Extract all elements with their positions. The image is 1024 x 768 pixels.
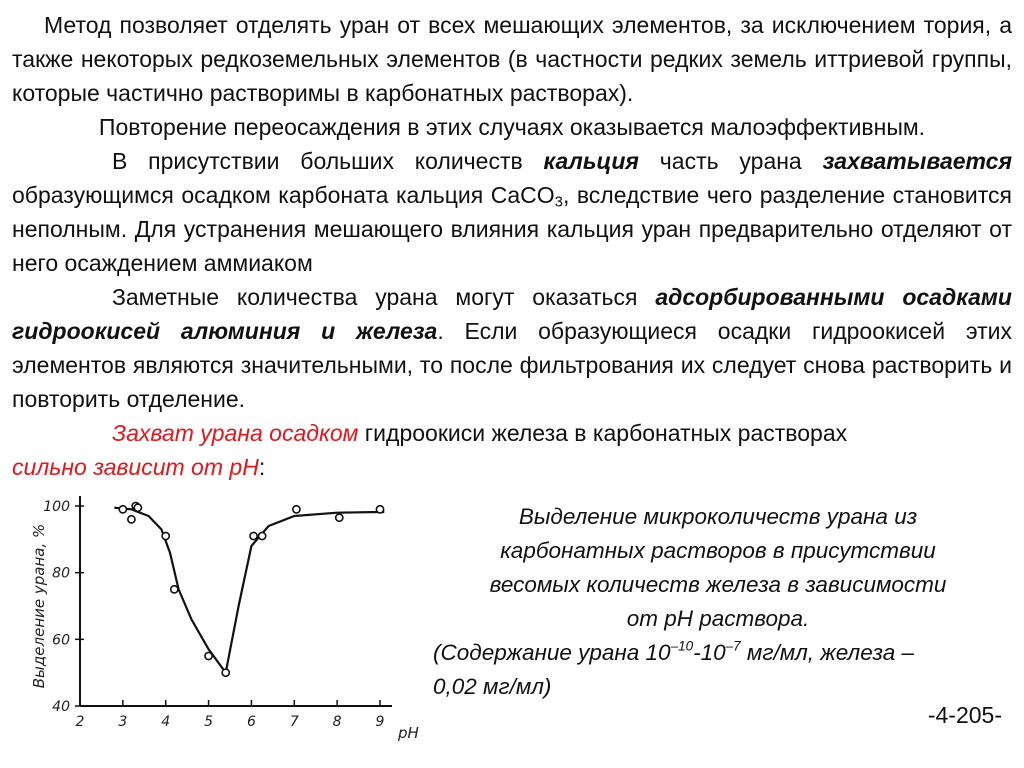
chart-points [119, 502, 383, 676]
data-point [134, 504, 141, 511]
paragraph-1-text: Метод позволяет отделять уран от всех мешающих элементов, за исключением тория, а также некоторых редкоземельных элементов (в частности редких земель иттриевой группы, которые частично растворимы в карбонатных растворах). [12, 12, 1012, 106]
caption-concentration-line [430, 636, 1006, 670]
p3-text-a: В присутствии больших количеств [112, 148, 544, 174]
paragraph-3 [12, 144, 1012, 280]
p4-text-c: . Если образующиеся осадки гидроокисей этих элементов являются значительными, то после фильтрования их следует снова растворить и повторить отделение. [12, 318, 1012, 412]
y-tick-label: 40 [52, 699, 70, 715]
caption-line: карбонатных растворов в присутствии [500, 538, 936, 563]
page-number: -4-205- [927, 702, 1002, 728]
caption-part: (Содержание урана 10 [433, 640, 671, 665]
p4-adsorbed-emphasis: адсорбированными осадками гидроокисей алюминия и железа [12, 284, 1012, 344]
data-point [293, 506, 300, 513]
data-point [250, 532, 257, 539]
y-tick-label: 100 [43, 499, 70, 515]
data-point [376, 506, 383, 513]
caption-part: мг/мл, железа – [740, 640, 914, 665]
x-tick-label: 8 [332, 714, 342, 730]
y-tick-label: 80 [52, 565, 70, 582]
paragraph-5 [12, 416, 1012, 484]
data-point [205, 652, 212, 659]
data-point [119, 506, 126, 513]
caption-superscript: –10 [670, 638, 694, 654]
p3-calcium-emphasis: кальция [543, 148, 639, 174]
chart-curve [114, 508, 384, 673]
uranium-yield-chart [12, 488, 422, 760]
data-point [128, 516, 135, 523]
caption-superscript: –7 [725, 638, 741, 654]
caption-line: 0,02 мг/мл) [433, 674, 552, 699]
caption-line: Выделение микроколичеств урана из [518, 504, 918, 529]
caption-part: -10 [693, 640, 726, 665]
x-tick-label: 7 [289, 714, 299, 730]
p5-red-capture: Захват урана осадком [112, 420, 359, 446]
chart-xlabel: pH [398, 724, 419, 742]
paragraph-1 [12, 8, 1012, 110]
p4-text-a: Заметные количества урана могут оказаться [112, 284, 656, 310]
caption-line: весомых количеств железа в зависимости [489, 572, 947, 597]
paragraph-2 [12, 110, 1012, 144]
x-tick-label: 2 [75, 714, 85, 730]
data-point [259, 532, 266, 539]
data-point [162, 532, 169, 539]
data-point [336, 514, 343, 521]
p3-text-f: , вследствие чего разделение становится неполным. Для устранения мешающего влияния кальция уран предварительно отделяют от него осаждением аммиаком [12, 182, 1012, 276]
chart-axes [80, 496, 392, 706]
x-tick-label: 9 [375, 714, 385, 730]
p3-text-e: образующимся осадком карбоната кальция CaCO [12, 182, 555, 208]
p5-red-ph-dependence: сильно зависит от pH [12, 454, 259, 480]
paragraph-2-text: Повторение переосаждения в этих случаях оказывается малоэффективным. [98, 114, 926, 140]
p3-text-c: часть урана [638, 148, 823, 174]
chart-ylabel: Выделение урана, % [30, 523, 48, 689]
x-tick-label: 5 [204, 714, 214, 730]
data-point [171, 586, 178, 593]
p5-colon: : [258, 454, 266, 480]
p3-captured-emphasis: захватывается [822, 148, 1013, 174]
paragraph-4 [12, 280, 1012, 416]
x-tick-label: 6 [246, 714, 256, 730]
x-tick-label: 4 [161, 714, 171, 730]
p5-text-b: гидроокиси железа в карбонатных растворах [358, 420, 848, 446]
figure-caption [430, 500, 1006, 704]
caption-line: от pH раствора. [626, 606, 810, 631]
chart-ticks [43, 499, 384, 730]
y-tick-label: 60 [52, 632, 70, 649]
p3-subscript: 3 [554, 193, 563, 211]
x-tick-label: 3 [118, 714, 128, 730]
data-point [222, 669, 229, 676]
